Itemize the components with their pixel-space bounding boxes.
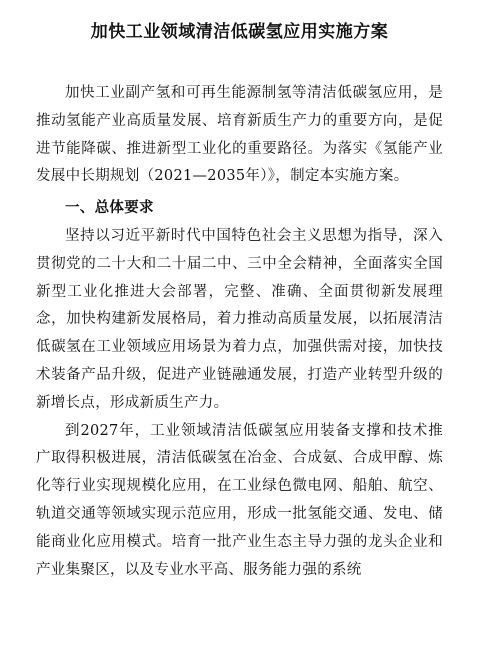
section-heading-general-requirements: 一、总体要求: [65, 200, 154, 217]
document-title: 加快工业领域清洁低碳氢应用实施方案: [90, 22, 389, 42]
targets-2027-paragraph: 到2027年，工业领域清洁低碳氢应用装备支撑和技术推广取得积极进展，清洁低碳氢在冶金、合成氨、合成甲醇、炼化等行业实现规模化应用，在工业绿色微电网、船舶、航空、轨道交通等领域实现示范应用，形成一批氢能交通、发电、储能商业化应用模式。培育一批产业生态主导力强的龙头企业和产业集聚区，以及专业水平高、服务能力强的系统: [36, 422, 443, 578]
intro-paragraph: 加快工业副产氢和可再生能源制氢等清洁低碳氢应用，是推动氢能产业高质量发展、培育新质生产力的重要方向，是促进节能降碳、推进新型工业化的重要路径。为落实《氢能产业发展中长期规划（2021—2035年）》，制定本实施方案。: [36, 85, 443, 185]
guiding-ideology-paragraph: 坚持以习近平新时代中国特色社会主义思想为指导，深入贯彻党的二十大和二十届二中、三中全会精神，全面落实全国新型工业化推进大会部署，完整、准确、全面贯彻新发展理念，加快构建新发展格局，着力推动高质量发展，以拓展清洁低碳氢在工业领域应用场景为着力点，加强供需对接，加快技术装备产品升级，促进产业链融通发展，打造产业转型升级的新增长点，形成新质生产力。: [36, 227, 443, 411]
